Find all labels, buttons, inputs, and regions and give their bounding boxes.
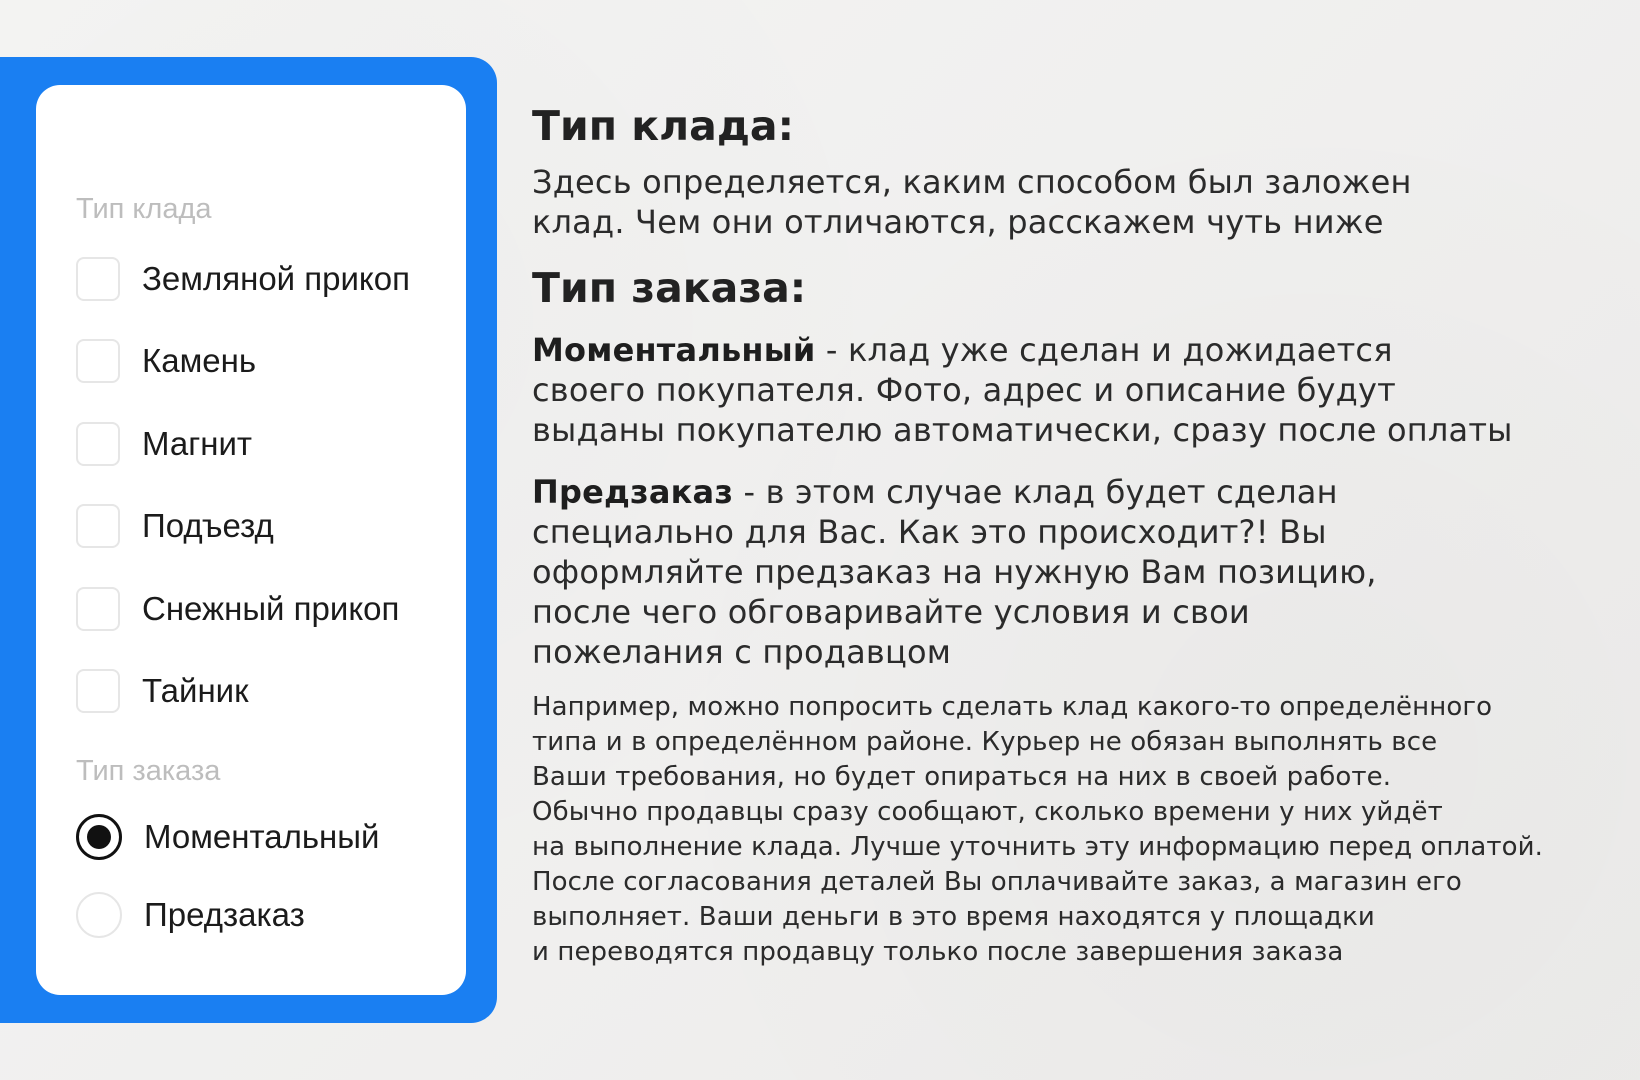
preorder-desc-line: после чего обговаривайте условия и свои: [532, 593, 1250, 631]
instant-desc-line: [532, 330, 1612, 370]
instant-term: Моментальный: [532, 331, 816, 369]
checkbox-option-snow[interactable]: [76, 585, 399, 633]
radio-option-instant[interactable]: [76, 813, 379, 861]
preorder-desc-text: - в этом случае клад будет сделан: [733, 473, 1338, 511]
radio-instant[interactable]: [76, 814, 122, 860]
preorder-desc-line: оформляйте предзаказ на нужную Вам позицию,: [532, 553, 1377, 591]
instant-desc-line: своего покупателя. Фото, адрес и описание будут: [532, 371, 1396, 409]
checkbox-option-stone[interactable]: [76, 337, 256, 385]
checkbox-option-hideout[interactable]: [76, 667, 249, 715]
stash-type-heading: Тип клада:: [532, 102, 794, 150]
checkbox-magnet[interactable]: [76, 422, 120, 466]
stash-desc-line: Здесь определяется, каким способом был заложен: [532, 163, 1412, 201]
radio-option-preorder[interactable]: [76, 891, 305, 939]
stash-desc-line: клад. Чем они отличаются, расскажем чуть ниже: [532, 203, 1384, 241]
checkbox-snow[interactable]: [76, 587, 120, 631]
checkbox-stone[interactable]: [76, 339, 120, 383]
option-label: Земляной прикоп: [142, 260, 410, 297]
order-type-heading: Тип заказа:: [532, 264, 807, 312]
note-line: Например, можно попросить сделать клад какого-то определённого: [532, 692, 1493, 722]
option-label: Подъезд: [142, 507, 274, 544]
order-type-label: Тип заказа: [76, 755, 221, 787]
note-line: типа и в определённом районе. Курьер не обязан выполнять все: [532, 727, 1438, 757]
filter-panel: [36, 85, 466, 995]
preorder-desc-line: специально для Вас. Как это происходит?! Вы: [532, 513, 1327, 551]
instant-desc-text: - клад уже сделан и дожидается: [815, 331, 1393, 369]
option-label: Магнит: [142, 425, 253, 462]
radio-preorder[interactable]: [76, 892, 122, 938]
radio-selected-dot: [87, 825, 111, 849]
option-label: Камень: [142, 342, 257, 379]
preorder-desc-line: пожелания с продавцом: [532, 633, 952, 671]
option-label: Предзаказ: [144, 896, 305, 933]
note-line: Ваши требования, но будет опираться на них в своей работе.: [532, 762, 1392, 792]
note-line: выполняет. Ваши деньги в это время находятся у площадки: [532, 902, 1375, 932]
checkbox-option-magnet[interactable]: [76, 420, 252, 468]
instant-desc-line: выданы покупателю автоматически, сразу после оплаты: [532, 411, 1513, 449]
info-content: [532, 96, 1612, 970]
preorder-term: Предзаказ: [532, 473, 734, 511]
filter-panel-frame: [0, 57, 497, 1023]
checkbox-entrance[interactable]: [76, 504, 120, 548]
checkbox-option-entrance[interactable]: [76, 502, 274, 550]
note-line: и переводятся продавцу только после завершения заказа: [532, 937, 1344, 967]
option-label: Снежный прикоп: [142, 590, 400, 627]
checkbox-hideout[interactable]: [76, 669, 120, 713]
checkbox-option-earth[interactable]: [76, 255, 410, 303]
preorder-desc-line: [532, 472, 1612, 512]
option-label: Тайник: [142, 672, 249, 709]
option-label: Моментальный: [144, 818, 380, 855]
checkbox-earth[interactable]: [76, 257, 120, 301]
note-line: Обычно продавцы сразу сообщают, сколько времени у них уйдёт: [532, 797, 1443, 827]
note-line: После согласования деталей Вы оплачивайте заказ, а магазин его: [532, 867, 1462, 897]
note-line: на выполнение клада. Лучше уточнить эту информацию перед оплатой.: [532, 832, 1544, 862]
stash-type-label: Тип клада: [76, 193, 212, 225]
